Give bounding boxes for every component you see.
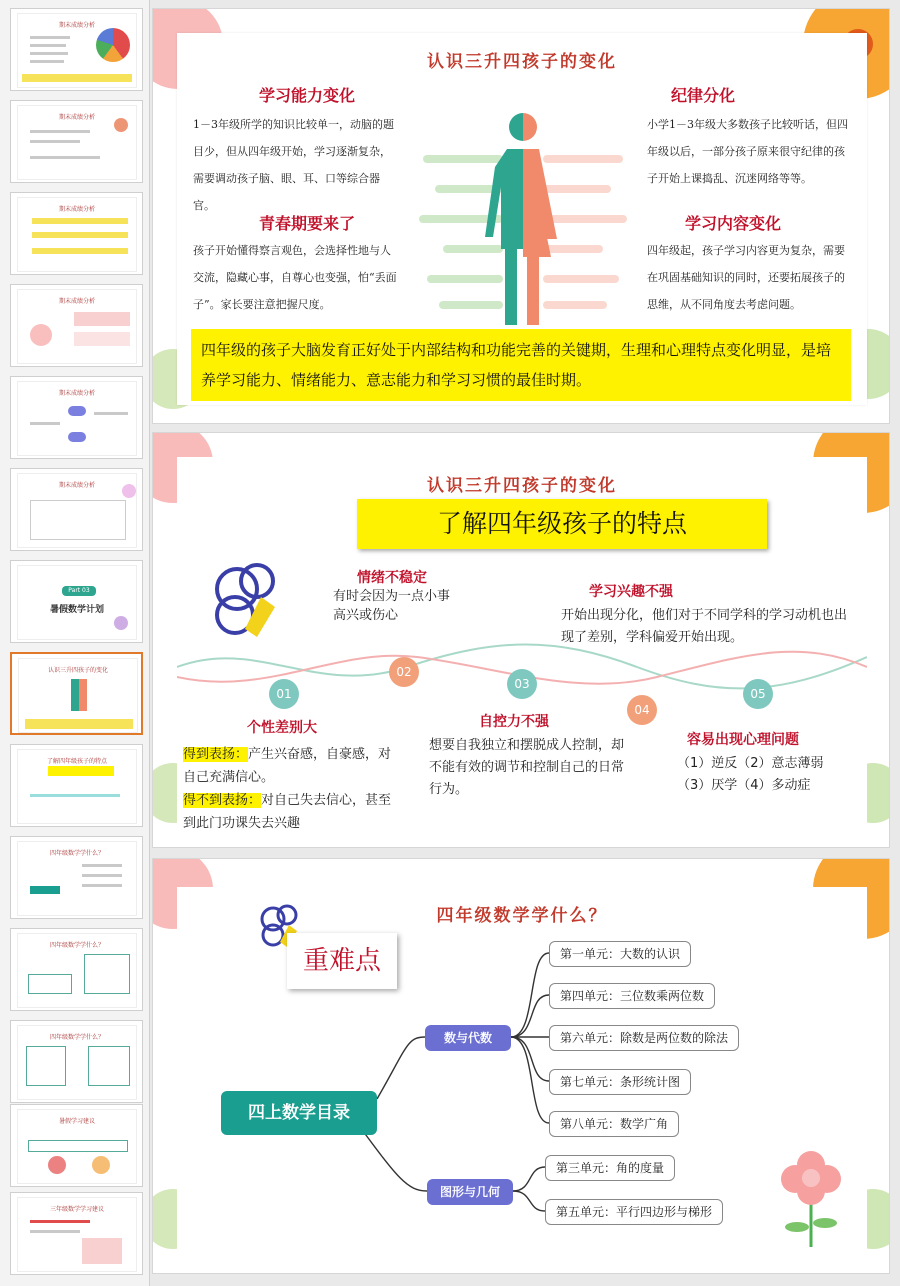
slide-title: 认识三升四孩子的变化 — [427, 52, 617, 72]
point-04-title: 学习兴趣不强 — [589, 584, 673, 600]
heading-learning-ability: 学习能力变化 — [259, 86, 356, 105]
slide-thumbnail-8[interactable] — [10, 652, 143, 735]
no-praise-text: 对自己失去信心，甚至到此门功课失去兴趣 — [183, 793, 392, 831]
slide-thumbnail-13[interactable] — [10, 1104, 143, 1187]
branch-geometry-label: 图形与几何 — [439, 1185, 500, 1199]
no-praise-label: 得不到表扬： — [183, 793, 262, 808]
slide-thumbnail-5[interactable] — [10, 376, 143, 459]
slide-thumbnail-7[interactable] — [10, 560, 143, 643]
slide-thumbnail-6[interactable] — [10, 468, 143, 551]
unit-node-3[interactable]: 第三单元：角的度量 — [545, 1155, 675, 1181]
content-panel — [177, 33, 867, 405]
boy-girl-figure-icon — [415, 105, 631, 335]
heading-discipline: 纪律分化 — [671, 86, 736, 105]
slide-thumbnail-9[interactable] — [10, 744, 143, 827]
text-discipline: 小学1－3年级大多数孩子比较听话，但四年级以后，一部分孩子原来很守纪律的孩子开始上课捣乱、沉迷网络等等。 — [647, 118, 848, 185]
unit-node-5[interactable]: 第五单元：平行四边形与梯形 — [545, 1199, 723, 1225]
heading-content-change: 学习内容变化 — [685, 214, 782, 233]
point-02-text: 有时会因为一点小事高兴或伤心 — [333, 589, 451, 623]
praise-label: 得到表扬： — [183, 747, 249, 762]
content-panel — [177, 887, 867, 1251]
point-05-text: （1）逆反（2）意志薄弱 （3）厌学（4）多动症 — [677, 756, 824, 793]
unit-node-6[interactable]: 第六单元：除数是两位数的除法 — [549, 1025, 739, 1051]
headline-box — [357, 499, 767, 549]
point-03-title: 自控力不强 — [479, 714, 549, 730]
point-03-badge: 03 — [507, 669, 537, 699]
thumb-title: 四年级数学学什么？ — [49, 1034, 104, 1041]
point-04-text: 开始出现分化，他们对于不同学科的学习动机也出现了差别，学科偏爱开始出现。 — [561, 608, 848, 645]
mindmap-connectors — [177, 887, 867, 1251]
slide-thumbnail-panel[interactable] — [0, 0, 150, 1286]
branch-algebra[interactable] — [425, 1025, 511, 1051]
thumb-title: 期末成绩分析 — [58, 114, 95, 121]
thumb-title: 认识三升四孩子的变化 — [47, 667, 108, 674]
root-node[interactable] — [221, 1091, 377, 1135]
slide-thumbnail-4[interactable] — [10, 284, 143, 367]
unit-node-4[interactable]: 第四单元：三位数乘两位数 — [549, 983, 715, 1009]
thumb-title: 暑假学习建议 — [58, 1118, 95, 1125]
point-02-title: 情绪不稳定 — [357, 570, 427, 586]
thumb-title: 四年级数学学什么？ — [49, 942, 104, 949]
thumb-title: 期末成绩分析 — [58, 482, 95, 489]
thumb-title: 了解四年级孩子的特点 — [46, 758, 107, 765]
slide-canvas-9[interactable] — [152, 432, 890, 848]
slide-thumbnail-1[interactable] — [10, 8, 143, 91]
thumb-title: 四年级数学学什么？ — [49, 850, 104, 857]
thumb-title: 期末成绩分析 — [58, 390, 95, 397]
key-points-text: 重难点 — [302, 946, 381, 976]
headline-text: 了解四年级孩子的特点 — [436, 509, 687, 538]
praise-text: 产生兴奋感，自豪感，对自己充满信心。 — [183, 747, 392, 785]
slide-thumbnail-11[interactable] — [10, 928, 143, 1011]
unit-node-1[interactable]: 第一单元：大数的认识 — [549, 941, 691, 967]
slide-thumbnail-3[interactable] — [10, 192, 143, 275]
text-learning-ability: 1－3年级所学的知识比较单一，动脑的题目少，但从四年级开始，学习逐渐复杂，需要调动孩子脑、眼、耳、口等综合器官。 — [193, 118, 394, 212]
summary-box — [191, 329, 851, 401]
branch-algebra-label: 数与代数 — [443, 1031, 492, 1045]
slide-title: 认识三升四孩子的变化 — [427, 476, 617, 496]
branch-geometry[interactable] — [427, 1179, 513, 1205]
summary-text: 四年级的孩子大脑发育正好处于内部结构和功能完善的关键期，生理和心理特点变化明显，是培养学习能力、情绪能力、意志能力和学习习惯的最佳时期。 — [201, 341, 832, 389]
slide-thumbnail-2[interactable] — [10, 100, 143, 183]
root-node-label: 四上数学目录 — [248, 1103, 350, 1123]
slide-canvas-10[interactable] — [152, 858, 890, 1274]
point-01-badge: 01 — [269, 679, 299, 709]
thumb-title: 三年级数学学习建议 — [49, 1206, 104, 1213]
thumb-title: 暑假数学计划 — [49, 605, 104, 615]
point-04-badge: 04 — [627, 695, 657, 725]
heading-puberty: 青春期要来了 — [259, 214, 356, 233]
text-content-change: 四年级起，孩子学习内容更为复杂，需要在巩固基础知识的同时，还要拓展孩子的思维，从不同角度去考虑问题。 — [647, 244, 845, 311]
thumb-title: 期末成绩分析 — [58, 206, 95, 213]
point-03-text: 想要自我独立和摆脱成人控制，却不能有效的调节和控制自己的日常行为。 — [429, 738, 625, 797]
flower-illustration-icon — [771, 1147, 851, 1247]
unit-node-8[interactable]: 第八单元：数学广角 — [549, 1111, 679, 1137]
slide-thumbnail-14[interactable] — [10, 1192, 143, 1275]
slide-thumbnail-12[interactable] — [10, 1020, 143, 1103]
pie-chart-icon — [96, 28, 130, 62]
point-05-title: 容易出现心理问题 — [687, 732, 799, 748]
slide-title: 四年级数学学什么？ — [436, 906, 608, 926]
slide-canvas-8[interactable] — [152, 8, 890, 424]
point-05-badge: 05 — [743, 679, 773, 709]
part-badge: Part 03 — [62, 586, 96, 596]
thumb-title: 期末成绩分析 — [58, 298, 95, 305]
thumb-title: 期末成绩分析 — [58, 22, 95, 29]
content-panel — [177, 457, 867, 829]
text-puberty: 孩子开始懂得察言观色，会选择性地与人交流，隐藏心事，自尊心也变强，怕“丢面子”。家长要注意把握尺度。 — [193, 244, 397, 311]
point-02-badge: 02 — [389, 657, 419, 687]
slide-thumbnail-10[interactable] — [10, 836, 143, 919]
point-01-text — [183, 743, 393, 835]
unit-node-7[interactable]: 第七单元：条形统计图 — [549, 1069, 691, 1095]
point-01-title: 个性差别大 — [247, 720, 317, 736]
